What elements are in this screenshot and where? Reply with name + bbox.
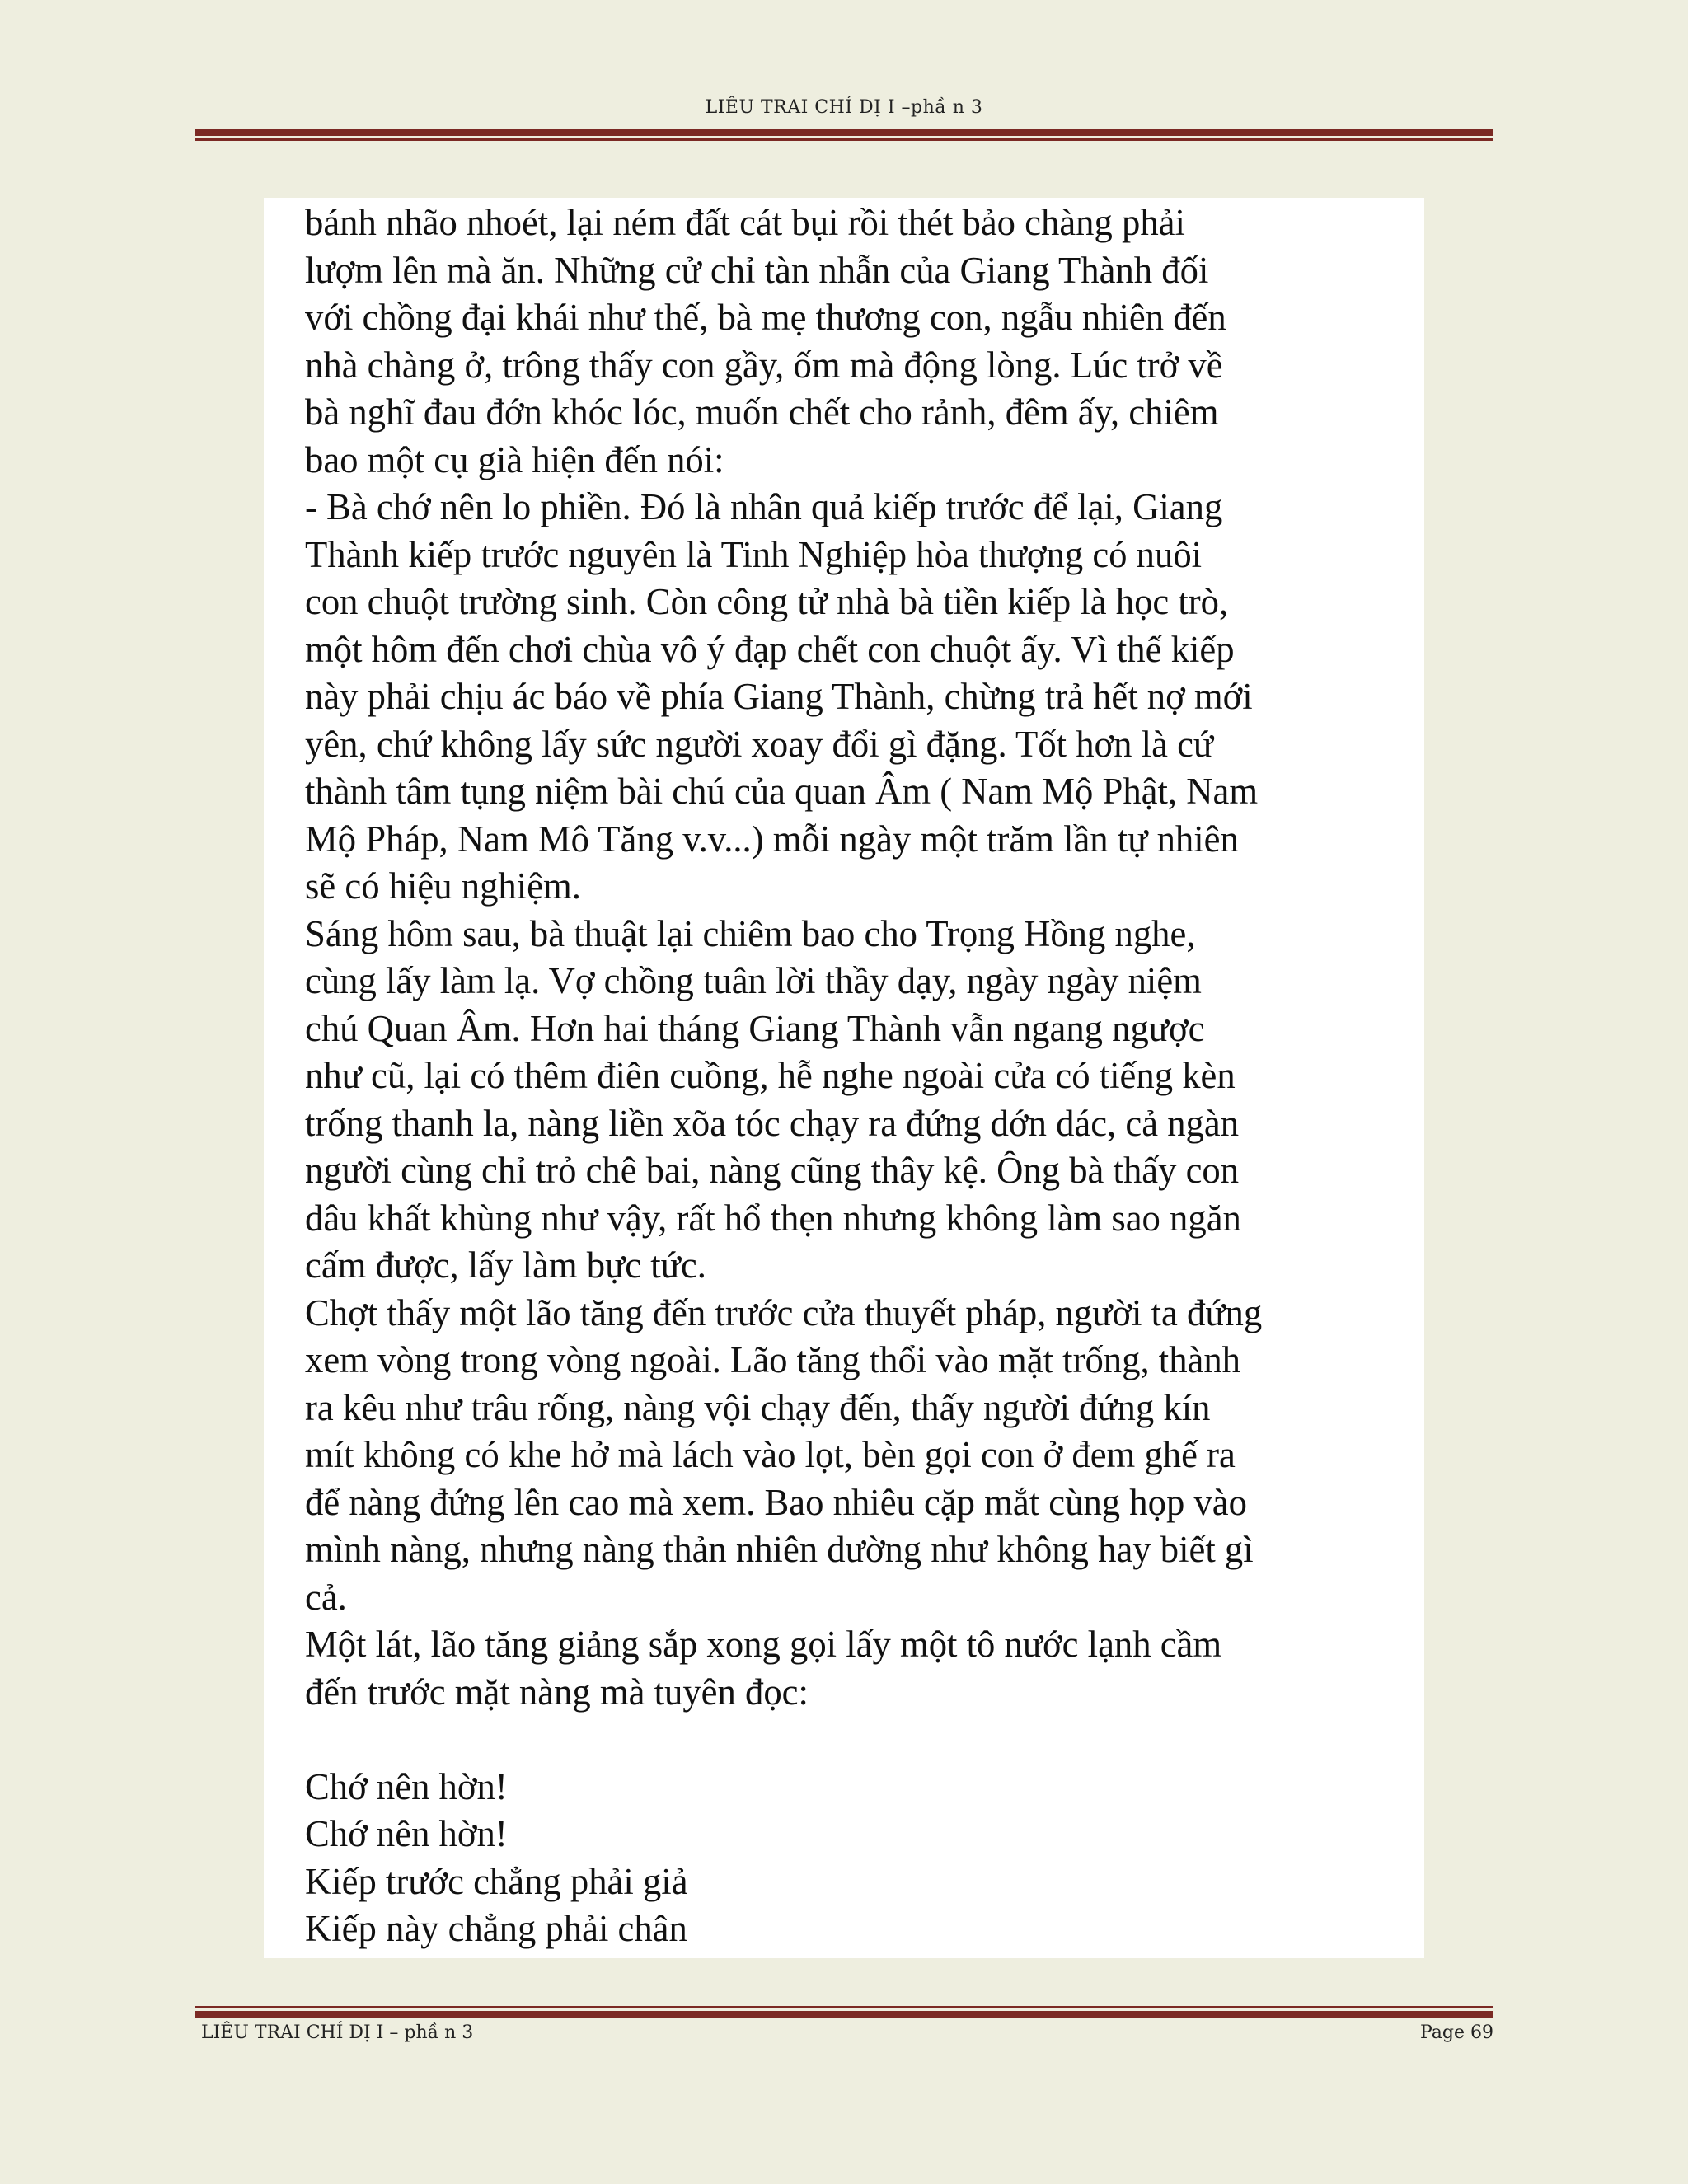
text-line: sẽ có hiệu nghiệm. [305, 865, 581, 907]
text-line: Chợt thấy một lão tăng đến trước cửa thuyết pháp, người ta đứng [305, 1291, 1263, 1333]
blank-line [305, 1716, 1401, 1764]
text-line: - Bà chớ nên lo phiền. Đó là nhân quả kiếp trước để lại, Giang [305, 486, 1223, 527]
verse-line: Chớ nên hờn! [305, 1813, 508, 1854]
text-line: Một lát, lão tăng giảng sắp xong gọi lấy một tô nước lạnh cầm [305, 1624, 1222, 1665]
text-line: mình nàng, nhưng nàng thản nhiên dường như không hay biết gì [305, 1529, 1254, 1570]
text-line: xem vòng trong vòng ngoài. Lão tăng thổi vào mặt trống, thành [305, 1339, 1241, 1380]
footer-rule [195, 2006, 1493, 2018]
page-number: Page 69 [1419, 2022, 1493, 2043]
text-line: chú Quan Âm. Hơn hai tháng Giang Thành vẫn ngang ngược [305, 1007, 1205, 1049]
text-line: trống thanh la, nàng liền xõa tóc chạy ra đứng dớn dác, cả ngàn [305, 1102, 1240, 1144]
body-text [305, 199, 1409, 1953]
text-line: người cùng chỉ trỏ chê bai, nàng cũng thây kệ. Ông bà thấy con [305, 1150, 1240, 1191]
text-line: cấm được, lấy làm bực tức. [305, 1244, 706, 1286]
verse-line: Kiếp trước chẳng phải giả [305, 1860, 688, 1902]
running-header: LIÊU TRAI CHÍ DỊ I –phầ n 3 [705, 97, 983, 118]
text-line: bà nghĩ đau đớn khóc lóc, muốn chết cho rảnh, đêm ấy, chiêm [305, 391, 1219, 433]
text-line: một hôm đến chơi chùa vô ý đạp chết con chuột ấy. Vì thế kiếp [305, 628, 1235, 670]
running-footer: LIÊU TRAI CHÍ DỊ I – phầ n 3 [201, 2022, 474, 2043]
text-line: bao một cụ già hiện đến nói: [305, 438, 724, 480]
header-rule [195, 129, 1493, 141]
text-line: bánh nhão nhoét, lại ném đất cát bụi rồi thét bảo chàng phải [305, 202, 1185, 243]
text-line: Thành kiếp trước nguyên là Tinh Nghiệp hòa thượng có nuôi [305, 533, 1203, 575]
text-line: thành tâm tụng niệm bài chú của quan Âm ( Nam Mộ Phật, Nam [305, 771, 1259, 812]
verse-line: Kiếp này chẳng phải chân [305, 1908, 687, 1949]
text-line: Sáng hôm sau, bà thuật lại chiêm bao cho Trọng Hồng nghe, [305, 912, 1196, 954]
text-line: nhà chàng ở, trông thấy con gầy, ốm mà động lòng. Lúc trở về [305, 344, 1223, 386]
text-line: Mộ Pháp, Nam Mô Tăng v.v...) mỗi ngày một trăm lần tự nhiên [305, 818, 1239, 860]
text-line: đến trước mặt nàng mà tuyên đọc: [305, 1671, 809, 1713]
text-line: với chồng đại khái như thế, bà mẹ thương con, ngẫu nhiên đến [305, 297, 1226, 338]
text-line: ra kêu như trâu rống, nàng vội chạy đến, thấy người đứng kín [305, 1386, 1211, 1428]
text-line: yên, chứ không lấy sức người xoay đổi gì đặng. Tốt hơn là cứ [305, 723, 1214, 765]
text-line: mít không có khe hở mà lách vào lọt, bèn gọi con ở đem ghế ra [305, 1434, 1236, 1475]
text-line: cùng lấy làm lạ. Vợ chồng tuân lời thầy dạy, ngày ngày niệm [305, 960, 1202, 1001]
text-line: này phải chịu ác báo về phía Giang Thành, chừng trả hết nợ mới [305, 676, 1253, 717]
text-line: cả. [305, 1576, 347, 1618]
text-line: dâu khất khùng như vậy, rất hổ thẹn nhưng không làm sao ngăn [305, 1197, 1241, 1239]
text-line: con chuột trường sinh. Còn công tử nhà bà tiền kiếp là học trò, [305, 581, 1229, 622]
text-line: như cũ, lại có thêm điên cuồng, hễ nghe ngoài cửa có tiếng kèn [305, 1055, 1236, 1096]
text-line: để nàng đứng lên cao mà xem. Bao nhiêu cặp mắt cùng họp vào [305, 1481, 1247, 1523]
verse-line: Chớ nên hờn! [305, 1765, 508, 1807]
text-line: lượm lên mà ăn. Những cử chỉ tàn nhẫn của Giang Thành đối [305, 249, 1209, 291]
